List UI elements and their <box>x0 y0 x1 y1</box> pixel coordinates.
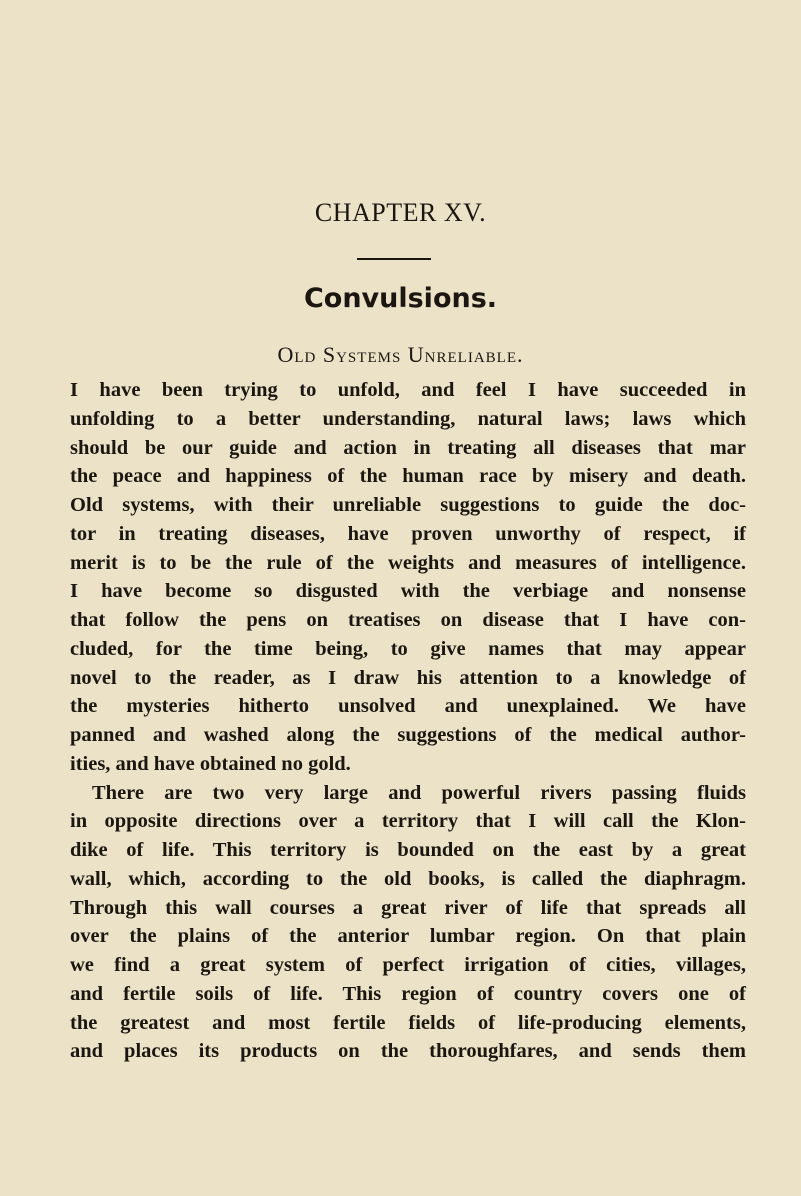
chapter-heading: CHAPTER XV. <box>314 198 487 227</box>
text-line: merit is to be the rule of the weights and measures of intelligence. <box>70 551 746 574</box>
text-line: panned and washed along the suggestions of the medical author- <box>70 724 746 746</box>
text-line: that follow the pens on treatises on disease that I have con- <box>70 609 746 631</box>
text-line: the peace and happiness of the human race by misery and death. <box>70 465 746 488</box>
text-line: and fertile soils of life. This region of country covers one of <box>70 982 746 1005</box>
text-line: novel to the reader, as I draw his attention to a knowledge of <box>70 666 746 689</box>
text-line: unfolding to a better understanding, natural laws; laws which <box>70 407 746 430</box>
text-line: dike of life. This territory is bounded on the east by a great <box>70 839 746 861</box>
text-line: the mysteries hitherto unsolved and unexplained. We have <box>70 695 746 718</box>
paragraph-2 <box>70 779 746 1067</box>
text-line: should be our guide and action in treating all diseases that mar <box>70 436 746 459</box>
text-line: Old systems, with their unreliable suggestions to guide the doc- <box>70 494 746 516</box>
section-subtitle: Old Systems Unreliable. <box>277 342 524 367</box>
body-text <box>70 376 746 1066</box>
text-line: I have been trying to unfold, and feel I have succeeded in <box>70 379 746 401</box>
text-line: cluded, for the time being, to give names that may appear <box>70 637 746 660</box>
text-line: wall, which, according to the old books, is called the diaphragm. <box>70 867 746 890</box>
text-line: the greatest and most fertile fields of life-producing elements, <box>70 1011 746 1034</box>
text-line: I have become so disgusted with the verbiage and nonsense <box>70 580 746 603</box>
text-line: There are two very large and powerful rivers passing fluids <box>92 781 746 804</box>
text-line: over the plains of the anterior lumbar region. On that plain <box>70 925 746 948</box>
text-line: tor in treating diseases, have proven unworthy of respect, if <box>70 522 746 545</box>
divider-rule <box>357 258 431 260</box>
text-line: ities, and have obtained no gold. <box>70 752 351 775</box>
text-line: and places its products on the thoroughfares, and sends them <box>70 1040 746 1063</box>
paragraph-1 <box>70 376 746 779</box>
text-line: in opposite directions over a territory that I will call the Klon- <box>70 810 746 833</box>
text-line: Through this wall courses a great river of life that spreads all <box>70 896 746 919</box>
text-line: we find a great system of perfect irrigation of cities, villages, <box>70 954 746 976</box>
page-title: Convulsions. <box>303 283 498 314</box>
